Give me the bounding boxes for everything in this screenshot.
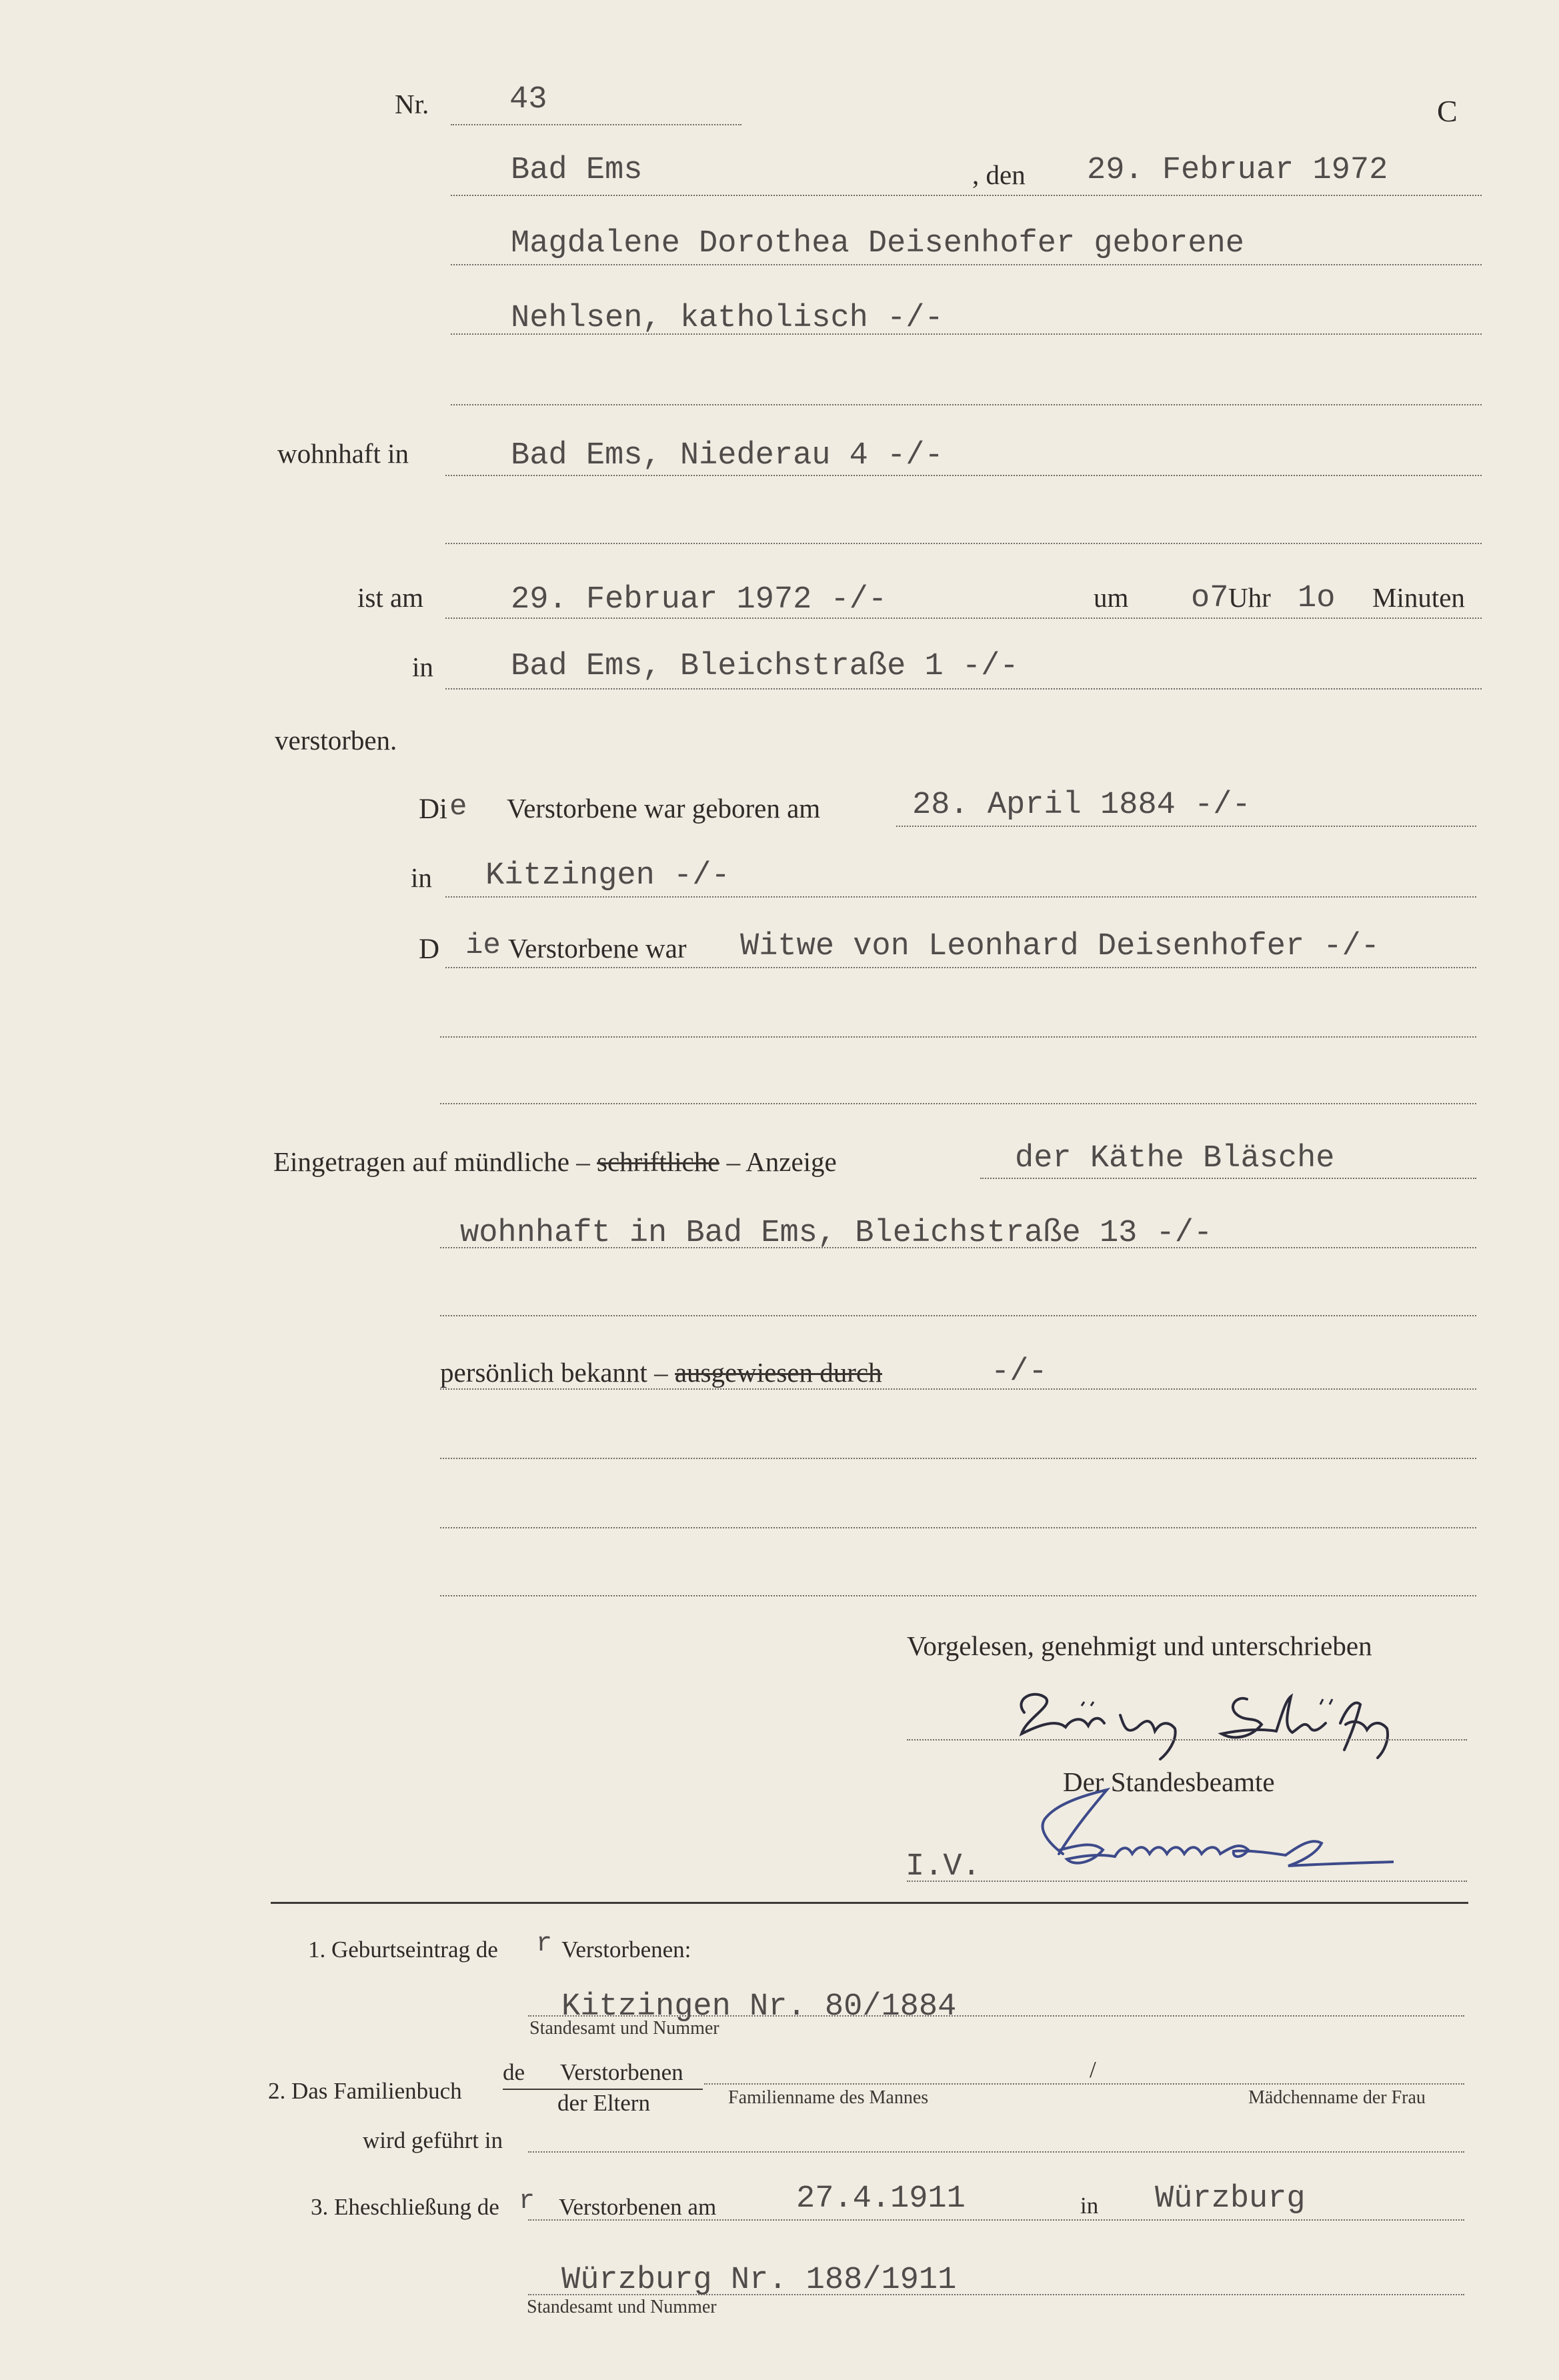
standesbeamte-label: Der Standesbeamte <box>1063 1766 1275 1797</box>
verstorben-label: verstorben. <box>275 725 397 756</box>
death-place-value: Bad Ems, Bleichstraße 1 -/- <box>511 649 1019 684</box>
marriage-registry-line <box>528 2294 1464 2295</box>
name-line3-rule <box>451 404 1482 405</box>
blank-line3 <box>440 1595 1476 1596</box>
birth-in-label: in <box>411 862 432 893</box>
item3-typed-r: r <box>519 2187 535 2217</box>
witwe-typed-ie: ie <box>465 929 501 962</box>
death-place-line <box>445 688 1482 690</box>
marriage-place-value: Würzburg <box>1155 2181 1306 2217</box>
um-label: um <box>1094 582 1129 613</box>
familienname-caption: Familienname des Mannes <box>728 2087 929 2108</box>
schriftliche-struck: schriftliche <box>597 1146 720 1177</box>
item3-line <box>528 2219 1464 2221</box>
item2-line2 <box>528 2151 1464 2153</box>
informant-name-line <box>980 1178 1476 1179</box>
marriage-date-value: 27.4.1911 <box>796 2181 966 2217</box>
nr-line <box>451 124 741 125</box>
eingetragen-prefix: Eingetragen auf mündliche – <box>273 1146 590 1177</box>
witwe-line2 <box>440 1036 1476 1038</box>
wohnhaft-value: Bad Ems, Niederau 4 -/- <box>511 438 944 473</box>
nr-label: Nr. <box>395 89 429 119</box>
witwe-line3 <box>440 1103 1476 1104</box>
minuten-label: Minuten <box>1372 582 1465 613</box>
eingetragen-label <box>273 1148 837 1176</box>
item2-label: 2. Das Familienbuch <box>268 2078 462 2104</box>
anzeige-label: – Anzeige <box>726 1146 837 1177</box>
item2-slash: / <box>1090 2057 1096 2083</box>
item1-suffix: Verstorbenen: <box>561 1937 691 1963</box>
deceased-name-line1: Magdalene Dorothea Deisenhofer geborene <box>511 226 1244 261</box>
informant-signature-line <box>907 1739 1467 1740</box>
item2-option-eltern: der Eltern <box>557 2090 650 2116</box>
informant-signature <box>1007 1680 1460 1760</box>
place-date-line <box>451 195 1482 196</box>
section-divider <box>271 1902 1468 1904</box>
official-signature-text: Sommer <box>1020 1780 1025 1781</box>
minute-value: 1o <box>1298 581 1336 616</box>
deceased-name-line2: Nehlsen, katholisch -/- <box>511 301 944 336</box>
item1-value: Kitzingen Nr. 80/1884 <box>561 1989 957 2025</box>
item2-option-verstorbenen: Verstorbenen <box>560 2059 683 2085</box>
official-signature-line <box>907 1881 1467 1882</box>
nr-value: 43 <box>509 82 547 117</box>
item1-caption: Standesamt und Nummer <box>529 2018 719 2039</box>
marriage-in-label: in <box>1080 2193 1099 2219</box>
witwe-prefix: D <box>419 934 440 965</box>
witwe-label: Verstorbene war <box>508 933 687 964</box>
informant-name-value: der Käthe Bläsche <box>1015 1141 1335 1176</box>
marriage-registry-value: Würzburg Nr. 188/1911 <box>561 2263 957 2298</box>
bekannt-prefix: persönlich bekannt – <box>440 1357 668 1388</box>
bekannt-label <box>440 1359 882 1386</box>
date-value: 29. Februar 1972 <box>1087 153 1388 188</box>
informant-address-line <box>440 1247 1476 1248</box>
birth-place-value: Kitzingen -/- <box>485 858 730 894</box>
form-variant-letter: C <box>1437 94 1458 128</box>
item2-de-prefix: de <box>503 2059 525 2085</box>
wohnhaft-line2 <box>445 543 1482 544</box>
wohnhaft-line <box>445 475 1482 476</box>
ausgewiesen-struck: ausgewiesen durch <box>674 1357 882 1388</box>
official-signature <box>1020 1780 1394 1887</box>
iv-value: I.V. <box>906 1849 981 1885</box>
death-date-value: 29. Februar 1972 -/- <box>511 582 888 618</box>
item1-typed-r: r <box>536 1929 553 1959</box>
item3-label: 3. Eheschließung de <box>311 2194 499 2220</box>
birth-place-line <box>445 896 1476 898</box>
item3-mid: Verstorbenen am <box>559 2194 717 2220</box>
blank-line2 <box>440 1527 1476 1528</box>
name-line2-rule <box>451 333 1482 335</box>
birth-date-line <box>896 826 1476 827</box>
wohnhaft-label: wohnhaft in <box>277 438 409 469</box>
geboren-label: Verstorbene war geboren am <box>507 793 821 824</box>
bekannt-value: -/- <box>991 1354 1048 1390</box>
item1-label: 1. Geburtseintrag de <box>308 1937 498 1963</box>
witwe-line <box>445 967 1476 968</box>
blank-line1 <box>440 1458 1476 1459</box>
place-value: Bad Ems <box>511 153 643 188</box>
item1-line <box>528 2015 1464 2017</box>
vorgelesen-label: Vorgelesen, genehmigt und unterschrieben <box>907 1630 1372 1661</box>
item2-label2: wird geführt in <box>363 2127 503 2153</box>
maedchenname-caption: Mädchenname der Frau <box>1248 2087 1426 2108</box>
name-line1-rule <box>451 264 1482 265</box>
ist-am-label: ist am <box>357 582 424 613</box>
birth-date-value: 28. April 1884 -/- <box>912 788 1251 823</box>
informant-address-line2 <box>440 1315 1476 1316</box>
item2-line <box>704 2083 1464 2085</box>
marriage-registry-caption: Standesamt und Nummer <box>527 2297 717 2317</box>
uhr-label: Uhr <box>1228 582 1271 613</box>
death-time-line <box>445 618 1482 619</box>
bekannt-line <box>440 1388 1476 1390</box>
informant-signature-text: Käthe Bläsche <box>1007 1680 1015 1681</box>
geboren-typed-e: e <box>449 790 467 824</box>
witwe-value: Witwe von Leonhard Deisenhofer -/- <box>740 929 1380 964</box>
den-label: , den <box>972 159 1026 190</box>
informant-address-value: wohnhaft in Bad Ems, Bleichstraße 13 -/- <box>460 1216 1213 1251</box>
hour-value: o7 <box>1191 581 1229 616</box>
death-in-label: in <box>412 652 433 682</box>
geboren-prefix: Di <box>419 794 447 825</box>
